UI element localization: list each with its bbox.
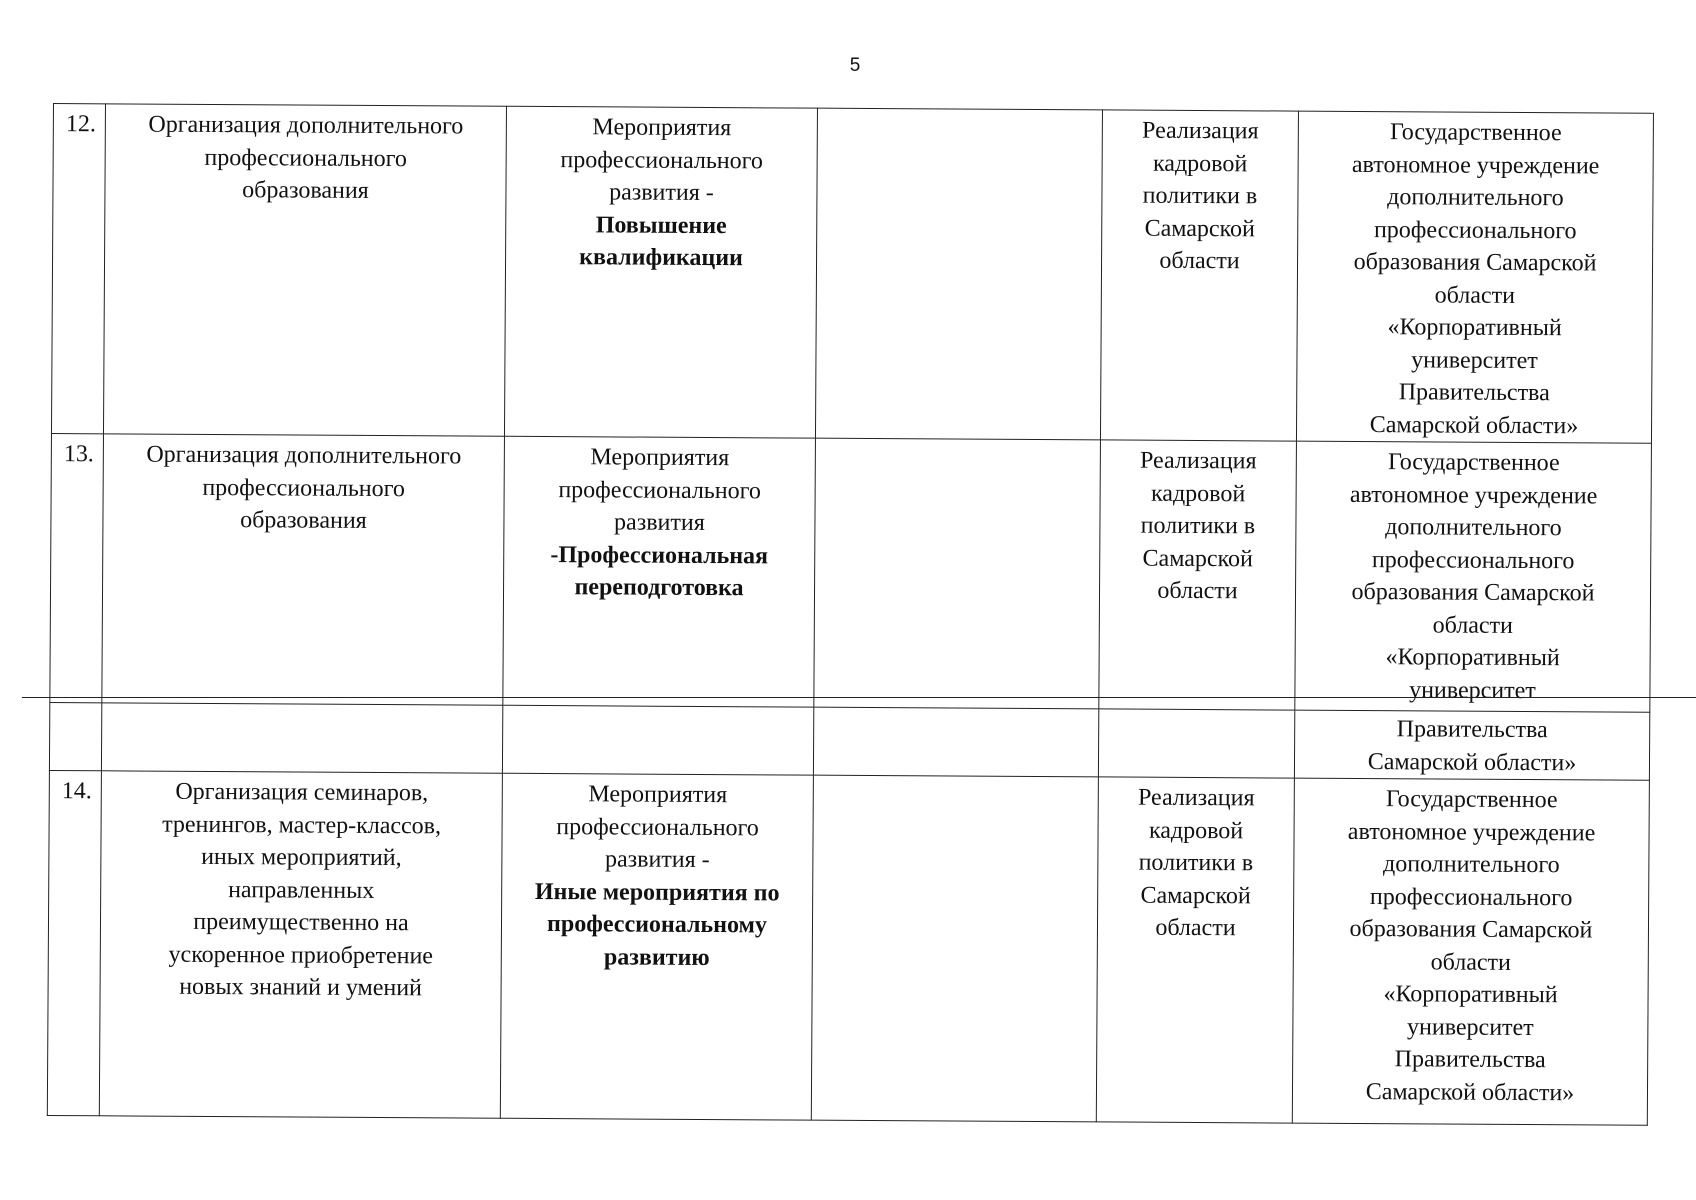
text-line: области [1434, 281, 1516, 309]
text-line: развития - [609, 179, 714, 207]
bold-text-line: Повышение [595, 211, 727, 239]
text-line: «Корпоративный [1383, 981, 1558, 1009]
bold-text-line: квалификации [579, 244, 743, 272]
empty-cell [49, 702, 101, 770]
text-line: профессионального [1373, 216, 1577, 244]
activity-name-cell [103, 104, 506, 436]
text-line: профессионального [1371, 546, 1575, 574]
text-line: «Корпоративный [1387, 314, 1562, 342]
text-line: политики в [1142, 182, 1258, 210]
text-line: Мероприятия [592, 114, 732, 142]
text-line: политики в [1140, 512, 1256, 540]
bold-text-line: Иные мероприятия по [534, 878, 780, 906]
text-line: профессионального [202, 474, 405, 502]
page-break-line [22, 697, 1696, 698]
table-row [50, 433, 1652, 712]
text-line: Самарской области» [1367, 748, 1577, 776]
empty-cell [811, 775, 1098, 1122]
text-line: образования [242, 177, 369, 204]
text-line: направленных [228, 876, 375, 904]
text-line: образования [240, 507, 367, 534]
empty-cell [813, 707, 1098, 777]
organization-cell [1295, 441, 1652, 712]
text-line: Правительства [1394, 1046, 1546, 1074]
empty-cell [814, 438, 1101, 709]
empty-cell [101, 703, 502, 773]
text-line: Организация дополнительного [146, 441, 462, 470]
text-line: новых знаний и умений [179, 973, 423, 1002]
text-line: Самарской области» [1365, 1078, 1575, 1106]
activity-type-cell [504, 106, 817, 438]
text-line: профессионального [560, 146, 763, 174]
text-line: Мероприятия [590, 444, 730, 472]
text-line: Государственное [1387, 449, 1560, 477]
text-line: ускоренное приобретение [168, 941, 434, 969]
table-row [47, 770, 1649, 1125]
text-line: политики в [1138, 849, 1254, 877]
text-line: дополнительного [1387, 184, 1564, 212]
text-line: профессионального [1369, 883, 1573, 911]
text-line: Реализация [1139, 447, 1257, 475]
text-line: Мероприятия [588, 781, 728, 809]
empty-cell [815, 108, 1102, 440]
table-row [51, 104, 1653, 444]
empty-cell [1098, 709, 1294, 778]
text-line: Реализация [1137, 784, 1255, 812]
bold-text-line: профессиональному [547, 911, 767, 939]
text-line: кадровой [1148, 817, 1244, 844]
text-line: дополнительного [1385, 514, 1562, 542]
text-line: Реализация [1142, 117, 1259, 145]
row-number: 13. [50, 433, 104, 702]
text-line: автономное учреждение [1351, 151, 1600, 179]
text-line: Правительства [1396, 716, 1548, 744]
bold-text-line: -Профессиональная [550, 541, 769, 569]
text-line: профессионального [556, 813, 759, 841]
goal-cell [1096, 777, 1294, 1123]
bold-text-line: развитию [603, 943, 710, 971]
text-line: Государственное [1389, 119, 1562, 147]
text-line: области [1155, 914, 1236, 942]
text-line: Организация семинаров, [175, 778, 429, 807]
text-line: «Корпоративный [1385, 644, 1560, 672]
text-line: профессионального [204, 144, 407, 172]
text-line: Организация дополнительного [148, 111, 464, 140]
organization-cell [1292, 778, 1649, 1125]
text-line: автономное учреждение [1349, 481, 1598, 509]
text-line: автономное учреждение [1347, 818, 1596, 846]
text-line: образования Самарской [1351, 578, 1595, 607]
text-line: тренингов, мастер-классов, [162, 811, 442, 839]
organization-cell [1296, 111, 1653, 443]
organization-cell-continued [1294, 710, 1649, 780]
bold-text-line: переподготовка [574, 574, 744, 602]
text-line: кадровой [1152, 150, 1248, 177]
text-line: Самарской области» [1369, 411, 1579, 439]
activity-name-cell [102, 434, 505, 705]
text-line: профессионального [558, 476, 761, 504]
text-line: иных мероприятий, [201, 843, 402, 872]
row-number: 14. [47, 770, 101, 1115]
text-line: кадровой [1150, 480, 1246, 507]
text-line: университет [1411, 346, 1538, 374]
text-line: Государственное [1385, 786, 1558, 814]
text-line: развития - [604, 846, 710, 874]
text-line: области [1432, 611, 1514, 639]
text-line: Самарской [1144, 215, 1255, 242]
text-line: образования Самарской [1353, 248, 1597, 277]
text-line: Самарской [1140, 882, 1251, 909]
text-line: Самарской [1142, 545, 1253, 572]
text-line: области [1159, 247, 1240, 275]
text-line: развития [614, 509, 705, 536]
text-line: университет [1406, 1013, 1534, 1041]
page-number: 5 [849, 55, 861, 76]
text-line: области [1157, 577, 1238, 605]
text-line: области [1430, 948, 1511, 976]
goal-cell [1099, 440, 1297, 710]
activity-type-cell [500, 773, 813, 1120]
table-row-continuation [49, 702, 1649, 780]
text-line: университет [1409, 676, 1536, 704]
text-line: Правительства [1398, 379, 1550, 407]
text-line: преимущественно на [193, 908, 409, 937]
activity-type-cell [503, 436, 816, 707]
text-line: образования Самарской [1349, 915, 1593, 944]
empty-cell [502, 705, 813, 775]
activity-name-cell [99, 771, 502, 1118]
text-line: дополнительного [1383, 851, 1560, 879]
goal-cell [1100, 110, 1298, 441]
activities-table [47, 103, 1654, 1126]
row-number: 12. [51, 104, 105, 434]
